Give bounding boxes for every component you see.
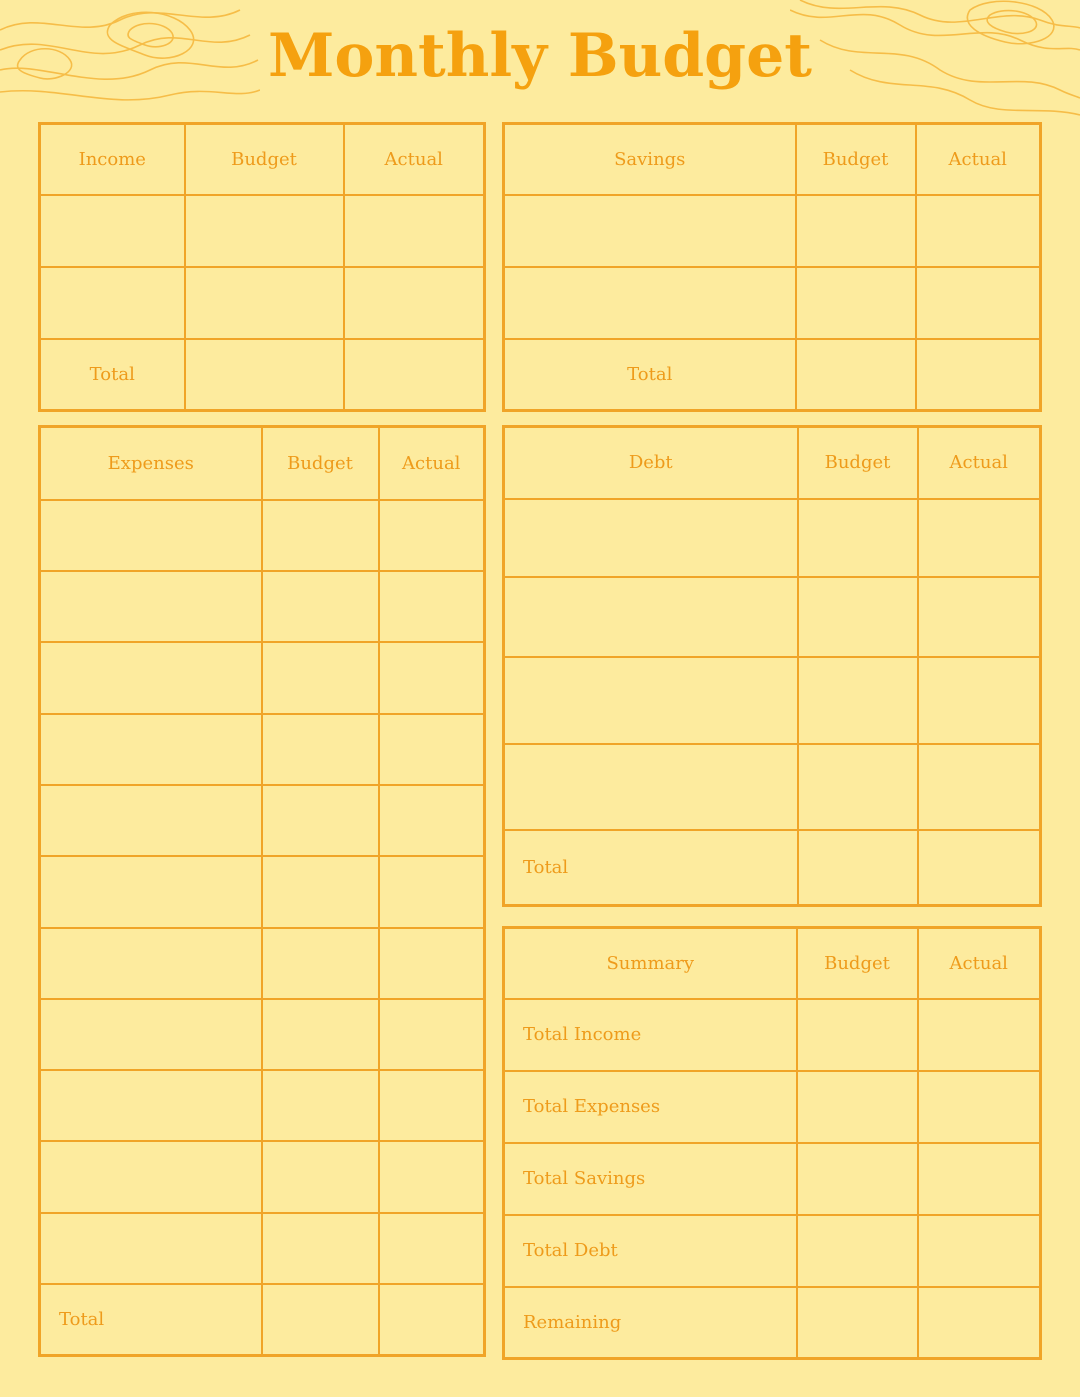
actual-total-cell[interactable] bbox=[918, 830, 1041, 906]
budget-header: Budget bbox=[185, 124, 344, 195]
actual-total-cell[interactable] bbox=[916, 339, 1041, 411]
table-row bbox=[40, 642, 485, 713]
budget-cell[interactable] bbox=[262, 928, 379, 999]
table-row bbox=[504, 499, 1041, 577]
debt-cell[interactable] bbox=[504, 577, 798, 657]
income-total-label: Total bbox=[40, 339, 185, 411]
table-row bbox=[504, 657, 1041, 744]
actual-total-cell[interactable] bbox=[379, 1284, 485, 1355]
actual-cell[interactable] bbox=[379, 1213, 485, 1284]
budget-header: Budget bbox=[797, 928, 918, 999]
table-header-row bbox=[40, 124, 485, 195]
total-row bbox=[40, 339, 485, 411]
debt-cell[interactable] bbox=[504, 744, 798, 830]
actual-header: Actual bbox=[916, 124, 1041, 195]
debt-total-label: Total bbox=[504, 830, 798, 906]
total-row bbox=[40, 1284, 485, 1355]
actual-header: Actual bbox=[918, 427, 1041, 499]
budget-cell[interactable] bbox=[798, 499, 918, 577]
actual-cell[interactable] bbox=[918, 499, 1041, 577]
actual-cell[interactable] bbox=[379, 785, 485, 856]
actual-cell[interactable] bbox=[379, 856, 485, 927]
expense-cell[interactable] bbox=[40, 500, 262, 571]
actual-cell[interactable] bbox=[918, 1071, 1041, 1143]
expense-cell[interactable] bbox=[40, 999, 262, 1070]
income-header: Income bbox=[40, 124, 185, 195]
actual-cell[interactable] bbox=[918, 744, 1041, 830]
actual-cell[interactable] bbox=[918, 577, 1041, 657]
debt-cell[interactable] bbox=[504, 499, 798, 577]
summary-header: Summary bbox=[504, 928, 797, 999]
table-row bbox=[40, 1213, 485, 1284]
budget-cell[interactable] bbox=[797, 1143, 918, 1215]
budget-cell[interactable] bbox=[262, 1213, 379, 1284]
budget-header: Budget bbox=[262, 427, 379, 500]
actual-cell[interactable] bbox=[918, 999, 1041, 1071]
budget-cell[interactable] bbox=[185, 195, 344, 267]
savings-total-label: Total bbox=[504, 339, 796, 411]
actual-header: Actual bbox=[918, 928, 1041, 999]
table-row bbox=[504, 1143, 1041, 1215]
expense-cell[interactable] bbox=[40, 1070, 262, 1141]
savings-cell[interactable] bbox=[504, 195, 796, 267]
expense-cell[interactable] bbox=[40, 571, 262, 642]
actual-cell[interactable] bbox=[379, 999, 485, 1070]
budget-total-cell[interactable] bbox=[796, 339, 916, 411]
budget-cell[interactable] bbox=[798, 657, 918, 744]
table-row bbox=[504, 1287, 1041, 1359]
actual-cell[interactable] bbox=[379, 928, 485, 999]
summary-row-label: Remaining bbox=[504, 1287, 797, 1359]
actual-total-cell[interactable] bbox=[344, 339, 485, 411]
budget-cell[interactable] bbox=[262, 856, 379, 927]
summary-row-label: Total Debt bbox=[504, 1215, 797, 1287]
expense-cell[interactable] bbox=[40, 1141, 262, 1212]
actual-cell[interactable] bbox=[344, 267, 485, 339]
actual-cell[interactable] bbox=[379, 1070, 485, 1141]
debt-table bbox=[502, 425, 1042, 907]
table-row bbox=[40, 928, 485, 999]
table-row bbox=[40, 500, 485, 571]
table-row bbox=[40, 1141, 485, 1212]
expenses-total-label: Total bbox=[40, 1284, 262, 1355]
income-cell[interactable] bbox=[40, 195, 185, 267]
table-row bbox=[504, 999, 1041, 1071]
budget-cell[interactable] bbox=[262, 999, 379, 1070]
budget-cell[interactable] bbox=[262, 642, 379, 713]
actual-cell[interactable] bbox=[379, 1141, 485, 1212]
summary-row-label: Total Income bbox=[504, 999, 797, 1071]
table-row bbox=[504, 1215, 1041, 1287]
debt-header: Debt bbox=[504, 427, 798, 499]
budget-cell[interactable] bbox=[798, 744, 918, 830]
expenses-header: Expenses bbox=[40, 427, 262, 500]
table-row bbox=[40, 267, 485, 339]
expense-cell[interactable] bbox=[40, 642, 262, 713]
budget-cell[interactable] bbox=[185, 267, 344, 339]
total-row bbox=[504, 339, 1041, 411]
actual-cell[interactable] bbox=[379, 642, 485, 713]
income-table bbox=[38, 122, 486, 412]
budget-cell[interactable] bbox=[797, 1071, 918, 1143]
table-row bbox=[40, 1070, 485, 1141]
actual-cell[interactable] bbox=[379, 500, 485, 571]
budget-cell[interactable] bbox=[262, 571, 379, 642]
budget-cell[interactable] bbox=[262, 714, 379, 785]
summary-row-label: Total Expenses bbox=[504, 1071, 797, 1143]
budget-cell[interactable] bbox=[262, 1070, 379, 1141]
actual-cell[interactable] bbox=[916, 267, 1041, 339]
expense-cell[interactable] bbox=[40, 714, 262, 785]
table-header-row bbox=[504, 427, 1041, 499]
budget-total-cell[interactable] bbox=[185, 339, 344, 411]
table-row bbox=[504, 744, 1041, 830]
budget-header: Budget bbox=[796, 124, 916, 195]
expense-cell[interactable] bbox=[40, 785, 262, 856]
expense-cell[interactable] bbox=[40, 1213, 262, 1284]
budget-header: Budget bbox=[798, 427, 918, 499]
actual-cell[interactable] bbox=[344, 195, 485, 267]
table-row bbox=[504, 267, 1041, 339]
table-header-row bbox=[504, 124, 1041, 195]
budget-cell[interactable] bbox=[797, 999, 918, 1071]
actual-cell[interactable] bbox=[916, 195, 1041, 267]
actual-cell[interactable] bbox=[918, 1287, 1041, 1359]
budget-cell[interactable] bbox=[796, 267, 916, 339]
budget-cell[interactable] bbox=[797, 1215, 918, 1287]
table-row bbox=[504, 577, 1041, 657]
expense-cell[interactable] bbox=[40, 856, 262, 927]
budget-total-cell[interactable] bbox=[262, 1284, 379, 1355]
budget-cell[interactable] bbox=[262, 500, 379, 571]
table-header-row bbox=[40, 427, 485, 500]
budget-cell[interactable] bbox=[798, 577, 918, 657]
actual-header: Actual bbox=[344, 124, 485, 195]
budget-cell[interactable] bbox=[262, 1141, 379, 1212]
table-row bbox=[504, 1071, 1041, 1143]
actual-cell[interactable] bbox=[918, 1143, 1041, 1215]
table-row bbox=[40, 571, 485, 642]
budget-cell[interactable] bbox=[797, 1287, 918, 1359]
table-row bbox=[40, 999, 485, 1070]
expense-cell[interactable] bbox=[40, 928, 262, 999]
actual-cell[interactable] bbox=[379, 714, 485, 785]
total-row bbox=[504, 830, 1041, 906]
income-cell[interactable] bbox=[40, 267, 185, 339]
table-row bbox=[504, 195, 1041, 267]
actual-cell[interactable] bbox=[918, 657, 1041, 744]
debt-cell[interactable] bbox=[504, 657, 798, 744]
summary-row-label: Total Savings bbox=[504, 1143, 797, 1215]
summary-table bbox=[502, 926, 1042, 1360]
table-row bbox=[40, 195, 485, 267]
actual-cell[interactable] bbox=[379, 571, 485, 642]
budget-total-cell[interactable] bbox=[798, 830, 918, 906]
savings-table bbox=[502, 122, 1042, 412]
table-row bbox=[40, 856, 485, 927]
actual-header: Actual bbox=[379, 427, 485, 500]
savings-header: Savings bbox=[504, 124, 796, 195]
savings-cell[interactable] bbox=[504, 267, 796, 339]
page-title: Monthly Budget bbox=[267, 21, 813, 91]
budget-cell[interactable] bbox=[796, 195, 916, 267]
table-row bbox=[40, 785, 485, 856]
actual-cell[interactable] bbox=[918, 1215, 1041, 1287]
budget-cell[interactable] bbox=[262, 785, 379, 856]
table-row bbox=[40, 714, 485, 785]
expenses-table bbox=[38, 425, 486, 1357]
table-header-row bbox=[504, 928, 1041, 999]
